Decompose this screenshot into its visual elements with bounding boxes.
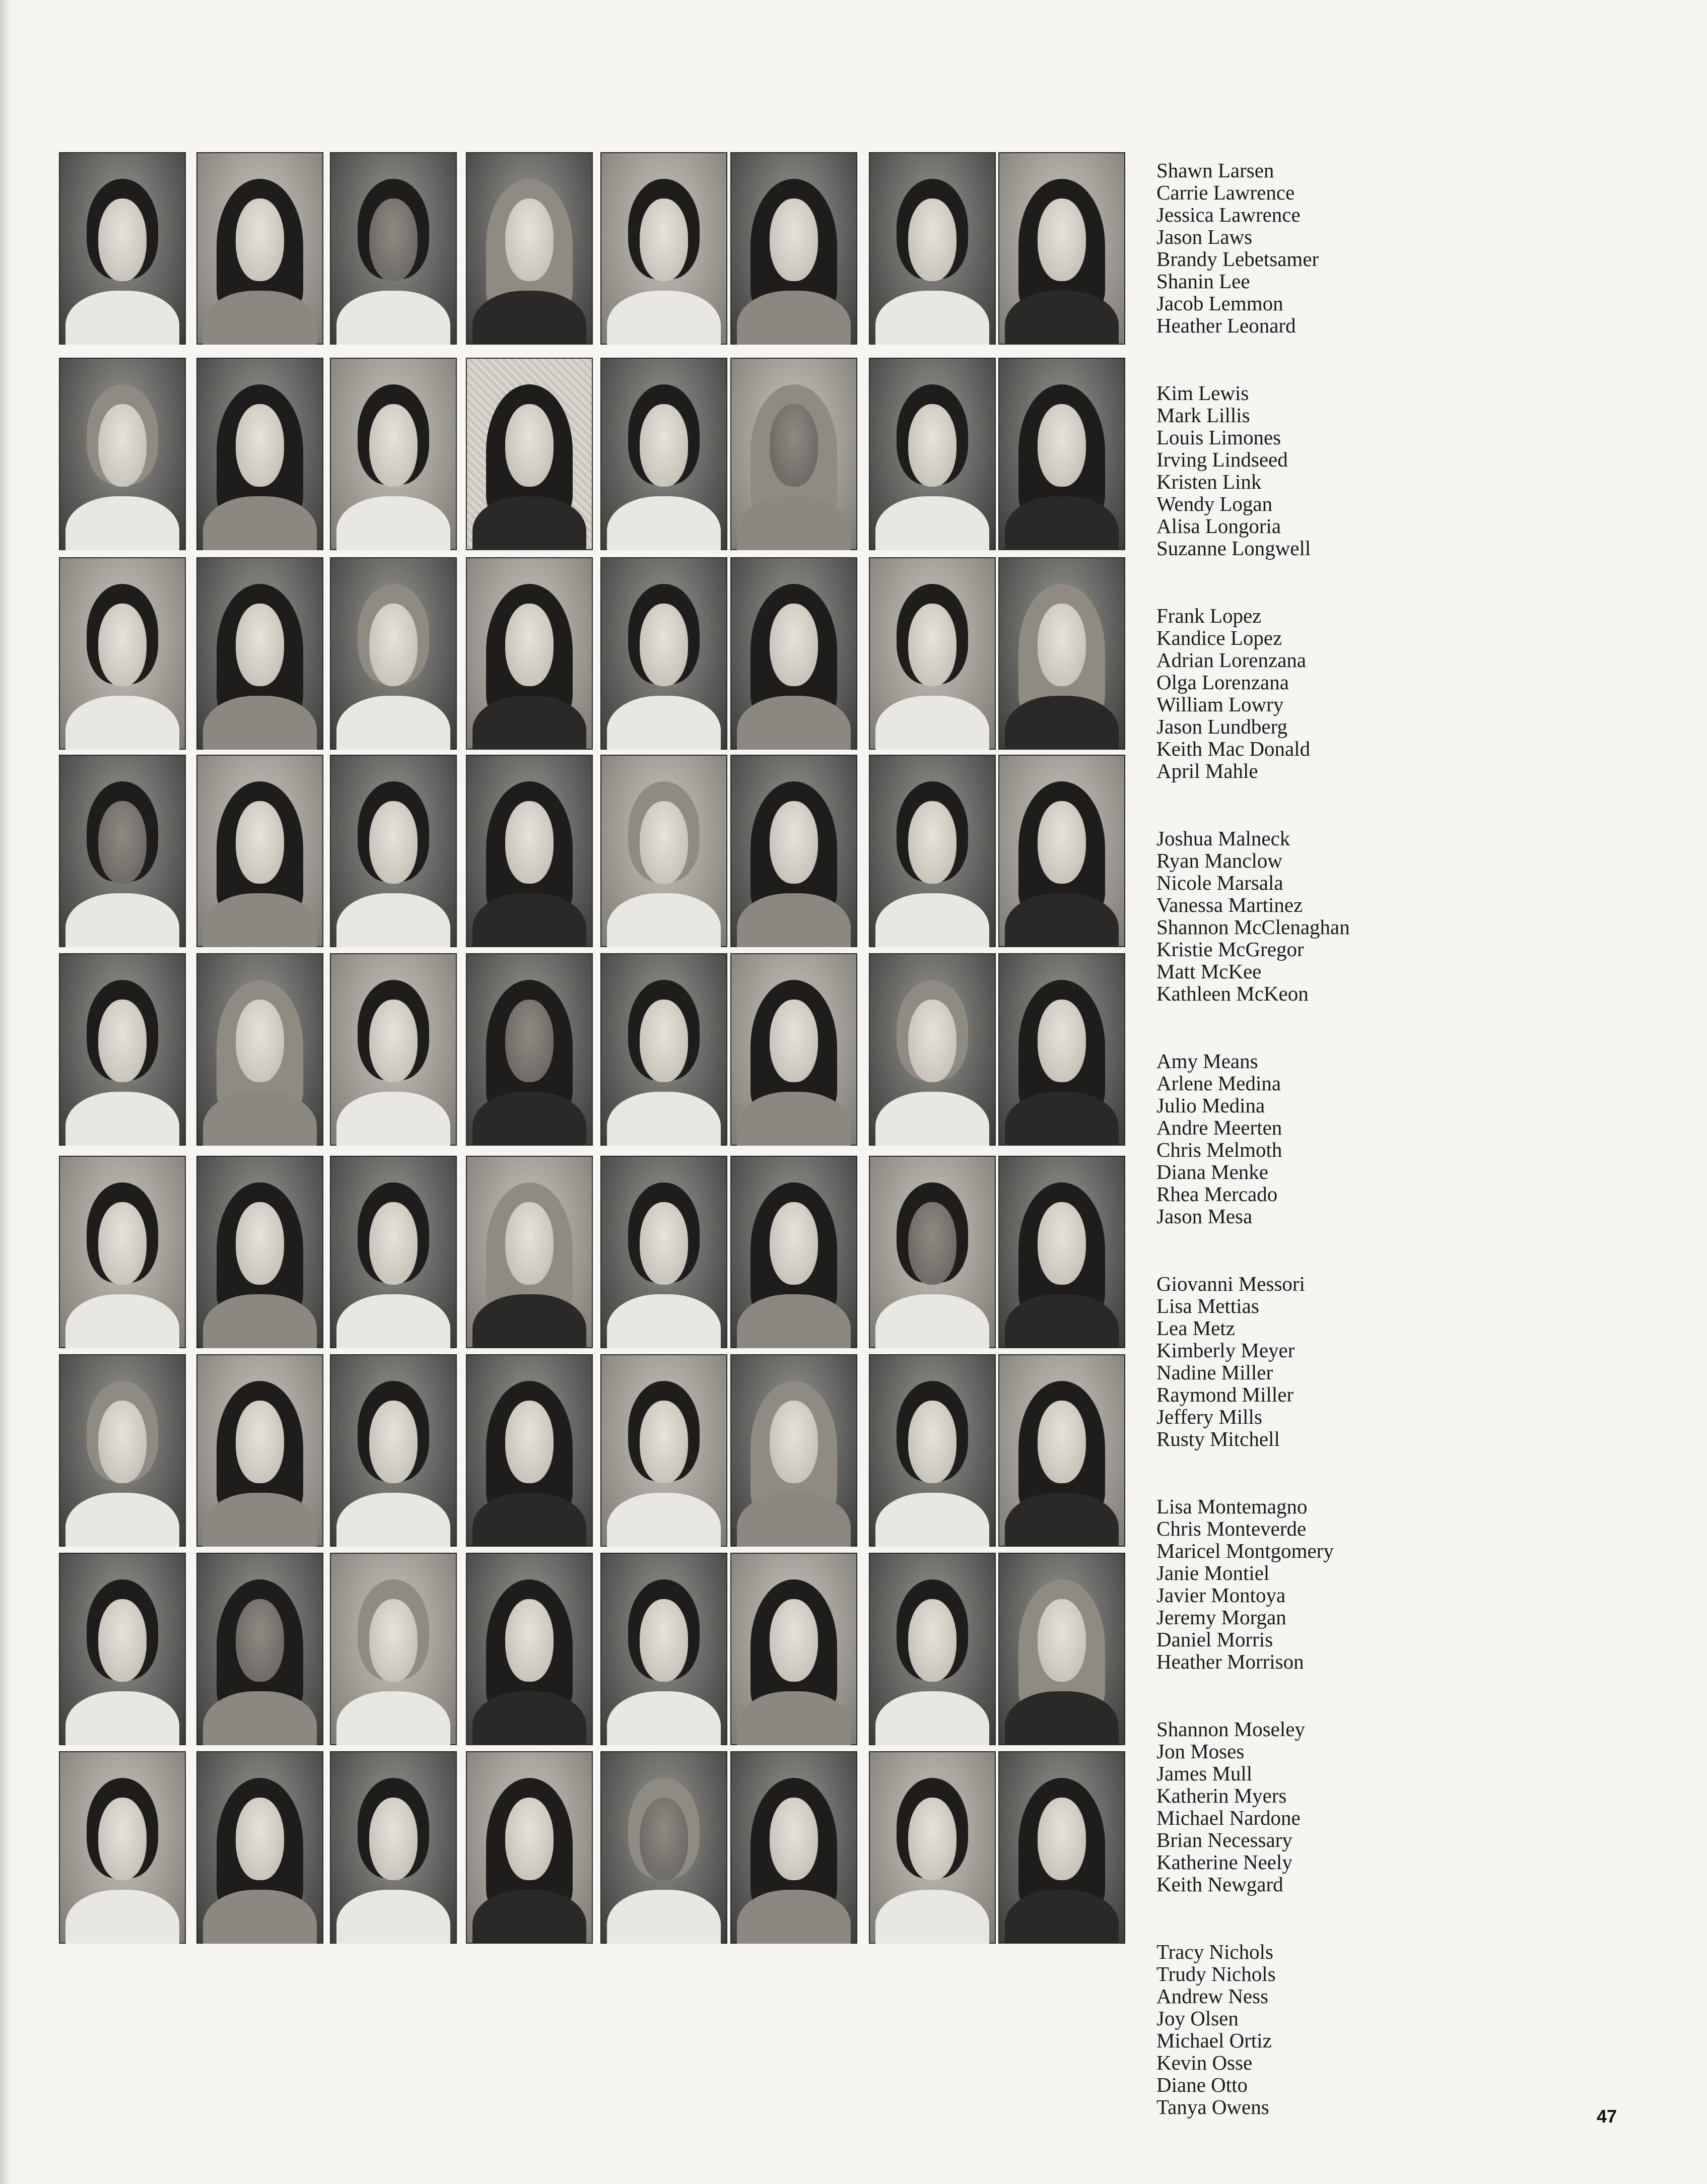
portrait-shoulders [65,696,180,750]
student-portrait [330,1553,457,1745]
portrait-face [640,801,688,884]
portrait-face [98,198,147,281]
portrait-face [640,1599,688,1682]
portrait-face [236,1000,284,1082]
portrait-face [908,1401,957,1483]
student-portrait [196,1553,323,1745]
portrait-face [236,801,284,884]
student-name: Jacob Lemmon [1156,292,1283,315]
student-portrait [466,755,593,947]
student-portrait [998,358,1125,550]
student-name: Kathleen McKeon [1156,982,1309,1005]
student-name: Daniel Morris [1156,1628,1273,1651]
student-portrait [600,1751,727,1944]
portrait-face [770,198,818,281]
student-name: Joy Olsen [1156,2007,1239,2030]
portrait-face [505,404,554,487]
portrait-shoulders [607,1691,721,1745]
student-name: Julio Medina [1156,1094,1265,1117]
portrait-face [369,404,418,487]
student-name: Irving Lindseed [1156,448,1288,471]
student-portrait [196,1751,323,1944]
portrait-face [640,1000,688,1082]
student-name: Kandice Lopez [1156,626,1282,649]
student-name: Jon Moses [1156,1740,1245,1763]
student-name: Kevin Osse [1156,2051,1253,2074]
portrait-shoulders [65,1691,180,1745]
portrait-face [1038,1202,1086,1285]
student-name: Shanin Lee [1156,270,1250,293]
portrait-shoulders [875,1294,990,1348]
portrait-face [369,1000,418,1082]
student-name: Jason Mesa [1156,1205,1253,1228]
student-portrait [869,1553,996,1745]
portrait-face [908,801,957,884]
student-portrait [330,358,457,550]
student-portrait [466,1354,593,1547]
student-name: Arlene Medina [1156,1072,1281,1095]
student-name: Jason Laws [1156,225,1253,248]
portrait-face [98,604,147,686]
student-portrait [330,1156,457,1348]
portrait-face [1038,1401,1086,1483]
portrait-shoulders [65,1890,180,1944]
portrait-face [236,1798,284,1880]
student-portrait [196,1156,323,1348]
student-portrait [869,358,996,550]
student-name: Kim Lewis [1156,381,1249,405]
portrait-shoulders [607,1294,721,1348]
student-name: Brian Necessary [1156,1828,1292,1851]
student-name: Keith Newgard [1156,1873,1283,1896]
portrait-face [640,604,688,686]
student-name: Raymond Miller [1156,1383,1294,1406]
portrait-face [505,1798,554,1880]
student-portrait [869,557,996,750]
portrait-face [770,1798,818,1880]
student-portrait [600,1354,727,1547]
student-name: Diane Otto [1156,2073,1248,2096]
student-portrait [730,1156,857,1348]
student-name: Diana Menke [1156,1160,1268,1183]
portrait-shoulders [875,291,990,345]
student-portrait [59,152,186,345]
student-portrait [998,1553,1125,1745]
student-name: April Mahle [1156,759,1258,782]
portrait-face [369,1202,418,1285]
student-name: Ryan Manclow [1156,849,1283,872]
portrait-face [369,1798,418,1880]
student-name: Frank Lopez [1156,604,1262,627]
page-number: 47 [1597,2106,1617,2127]
student-portrait [196,1354,323,1547]
student-name: Louis Limones [1156,426,1281,449]
portrait-face [98,1000,147,1082]
portrait-shoulders [336,1691,451,1745]
portrait-face [1038,801,1086,884]
student-portrait [998,152,1125,345]
student-portrait [466,1553,593,1745]
student-name: James Mull [1156,1762,1253,1785]
student-portrait [600,1156,727,1348]
student-name: Adrian Lorenzana [1156,648,1307,672]
student-name: Giovanni Messori [1156,1272,1305,1295]
student-name: Carrie Lawrence [1156,181,1295,204]
student-name: Lisa Mettias [1156,1294,1259,1317]
student-name: Mark Lillis [1156,404,1250,427]
student-name: Chris Monteverde [1156,1517,1307,1540]
portrait-shoulders [607,696,721,750]
student-portrait [330,1751,457,1944]
student-portrait [600,755,727,947]
student-name: Nadine Miller [1156,1361,1273,1384]
portrait-face [640,1798,688,1880]
portrait-face [908,198,957,281]
student-portrait [196,358,323,550]
portrait-face [908,604,957,686]
portrait-face [98,1202,147,1285]
student-name: Suzanne Longwell [1156,537,1311,560]
student-portrait [600,358,727,550]
portrait-face [236,404,284,487]
student-portrait [600,953,727,1146]
student-portrait [998,1156,1125,1348]
student-portrait [330,557,457,750]
student-name: Joshua Malneck [1156,827,1290,850]
student-portrait [466,1751,593,1944]
portrait-face [369,1599,418,1682]
student-name: Matt McKee [1156,960,1262,983]
student-name: Janie Montiel [1156,1561,1270,1584]
portrait-face [98,404,147,487]
student-portrait [998,1354,1125,1547]
portrait-face [640,404,688,487]
portrait-shoulders [65,1092,180,1146]
student-portrait [869,755,996,947]
student-portrait [59,1553,186,1745]
student-portrait [600,1553,727,1745]
student-name: Michael Ortiz [1156,2029,1272,2052]
student-portrait [330,953,457,1146]
student-portrait [730,557,857,750]
student-name: Heather Leonard [1156,314,1296,337]
portrait-shoulders [875,893,990,947]
student-portrait [869,1354,996,1547]
portrait-shoulders [336,291,451,345]
portrait-face [1038,1000,1086,1082]
student-name: Olga Lorenzana [1156,671,1289,694]
student-name: Alisa Longoria [1156,514,1281,538]
student-portrait [196,152,323,345]
portrait-shoulders [336,1890,451,1944]
student-name: Kristen Link [1156,470,1262,493]
student-portrait [869,1751,996,1944]
portrait-face [1038,1798,1086,1880]
student-name: Nicole Marsala [1156,871,1283,894]
portrait-shoulders [607,291,721,345]
student-portrait [730,953,857,1146]
portrait-face [369,801,418,884]
student-portrait [869,1156,996,1348]
portrait-face [908,1000,957,1082]
student-portrait [59,953,186,1146]
portrait-shoulders [875,1493,990,1547]
portrait-face [640,198,688,281]
portrait-shoulders [607,1890,721,1944]
portrait-face [1038,198,1086,281]
student-name: Rusty Mitchell [1156,1427,1280,1450]
portrait-face [369,604,418,686]
portrait-face [1038,604,1086,686]
student-portrait [466,1156,593,1348]
portrait-face [640,1401,688,1483]
student-name: Shannon Moseley [1156,1717,1305,1741]
student-portrait [869,953,996,1146]
student-portrait [998,1751,1125,1944]
student-portrait [59,1354,186,1547]
student-name: Jeffery Mills [1156,1405,1262,1428]
student-portrait [730,1354,857,1547]
student-portrait [466,953,593,1146]
student-name: Jessica Lawrence [1156,203,1301,226]
portrait-face [369,198,418,281]
portrait-shoulders [336,893,451,947]
portrait-face [236,1401,284,1483]
student-name: Heather Morrison [1156,1650,1304,1673]
student-name: Shannon McClenaghan [1156,915,1350,939]
student-portrait [330,1354,457,1547]
student-name: Lisa Montemagno [1156,1495,1308,1518]
student-name: Katherin Myers [1156,1784,1287,1807]
student-name: Andre Meerten [1156,1116,1282,1139]
portrait-shoulders [607,496,721,550]
portrait-face [98,801,147,884]
student-portrait [730,1751,857,1944]
portrait-shoulders [65,1493,180,1547]
portrait-face [505,1401,554,1483]
student-portrait [59,557,186,750]
student-name: Rhea Mercado [1156,1182,1278,1206]
student-name: Lea Metz [1156,1316,1235,1340]
student-portrait [600,152,727,345]
student-portrait [998,953,1125,1146]
student-portrait [59,1156,186,1348]
portrait-face [770,1599,818,1682]
portrait-face [98,1798,147,1880]
portrait-shoulders [875,1890,990,1944]
student-portrait [730,1553,857,1745]
portrait-shoulders [336,696,451,750]
portrait-shoulders [607,893,721,947]
student-name: Jeremy Morgan [1156,1606,1286,1629]
student-name: Jason Lundberg [1156,715,1288,738]
student-portrait [59,755,186,947]
student-name: Trudy Nichols [1156,1962,1276,1986]
portrait-shoulders [607,1493,721,1547]
student-portrait [998,557,1125,750]
portrait-face [236,1599,284,1682]
portrait-face [908,1798,957,1880]
portrait-face [505,801,554,884]
student-name: William Lowry [1156,693,1284,716]
student-portrait [730,755,857,947]
student-portrait [196,953,323,1146]
portrait-face [908,1202,957,1285]
student-name: Javier Montoya [1156,1583,1286,1607]
student-name: Kimberly Meyer [1156,1339,1295,1362]
student-name: Andrew Ness [1156,1984,1269,2008]
student-portrait [330,755,457,947]
student-name: Katherine Neely [1156,1850,1292,1874]
portrait-face [908,404,957,487]
portrait-shoulders [875,496,990,550]
portrait-face [236,604,284,686]
portrait-shoulders [875,1092,990,1146]
portrait-face [505,1000,554,1082]
portrait-shoulders [336,1294,451,1348]
student-name: Tracy Nichols [1156,1940,1273,1963]
student-name: Vanessa Martinez [1156,893,1303,916]
portrait-shoulders [65,893,180,947]
portrait-face [369,1401,418,1483]
student-portrait [466,358,593,550]
student-portrait [330,152,457,345]
portrait-face [770,404,818,487]
student-portrait [196,755,323,947]
student-portrait [730,358,857,550]
portrait-face [1038,404,1086,487]
portrait-face [236,198,284,281]
student-name: Maricel Montgomery [1156,1539,1334,1562]
student-name: Chris Melmoth [1156,1138,1282,1161]
student-portrait [730,152,857,345]
portrait-shoulders [65,291,180,345]
portrait-face [770,604,818,686]
student-name: Keith Mac Donald [1156,737,1311,760]
portrait-shoulders [875,696,990,750]
portrait-face [98,1401,147,1483]
student-name: Michael Nardone [1156,1806,1301,1829]
portrait-face [770,1202,818,1285]
student-portrait [998,755,1125,947]
portrait-face [640,1202,688,1285]
portrait-face [505,604,554,686]
student-portrait [600,557,727,750]
student-portrait [59,358,186,550]
student-portrait [196,557,323,750]
student-portrait [869,152,996,345]
portrait-face [505,1202,554,1285]
student-portrait [59,1751,186,1944]
portrait-face [1038,1599,1086,1682]
student-portrait [466,557,593,750]
student-name: Brandy Lebetsamer [1156,247,1319,271]
portrait-face [770,801,818,884]
portrait-face [236,1202,284,1285]
portrait-shoulders [875,1691,990,1745]
portrait-face [98,1599,147,1682]
portrait-shoulders [65,496,180,550]
student-portrait [466,152,593,345]
portrait-face [908,1599,957,1682]
portrait-shoulders [607,1092,721,1146]
student-name: Amy Means [1156,1049,1258,1073]
portrait-face [505,1599,554,1682]
portrait-shoulders [336,1092,451,1146]
portrait-shoulders [65,1294,180,1348]
student-name: Wendy Logan [1156,492,1273,515]
student-name: Shawn Larsen [1156,159,1274,182]
portrait-face [770,1401,818,1483]
portrait-shoulders [336,496,451,550]
student-name: Kristie McGregor [1156,938,1304,961]
student-name: Tanya Owens [1156,2095,1269,2119]
portrait-face [770,1000,818,1082]
portrait-shoulders [336,1493,451,1547]
portrait-face [505,198,554,281]
